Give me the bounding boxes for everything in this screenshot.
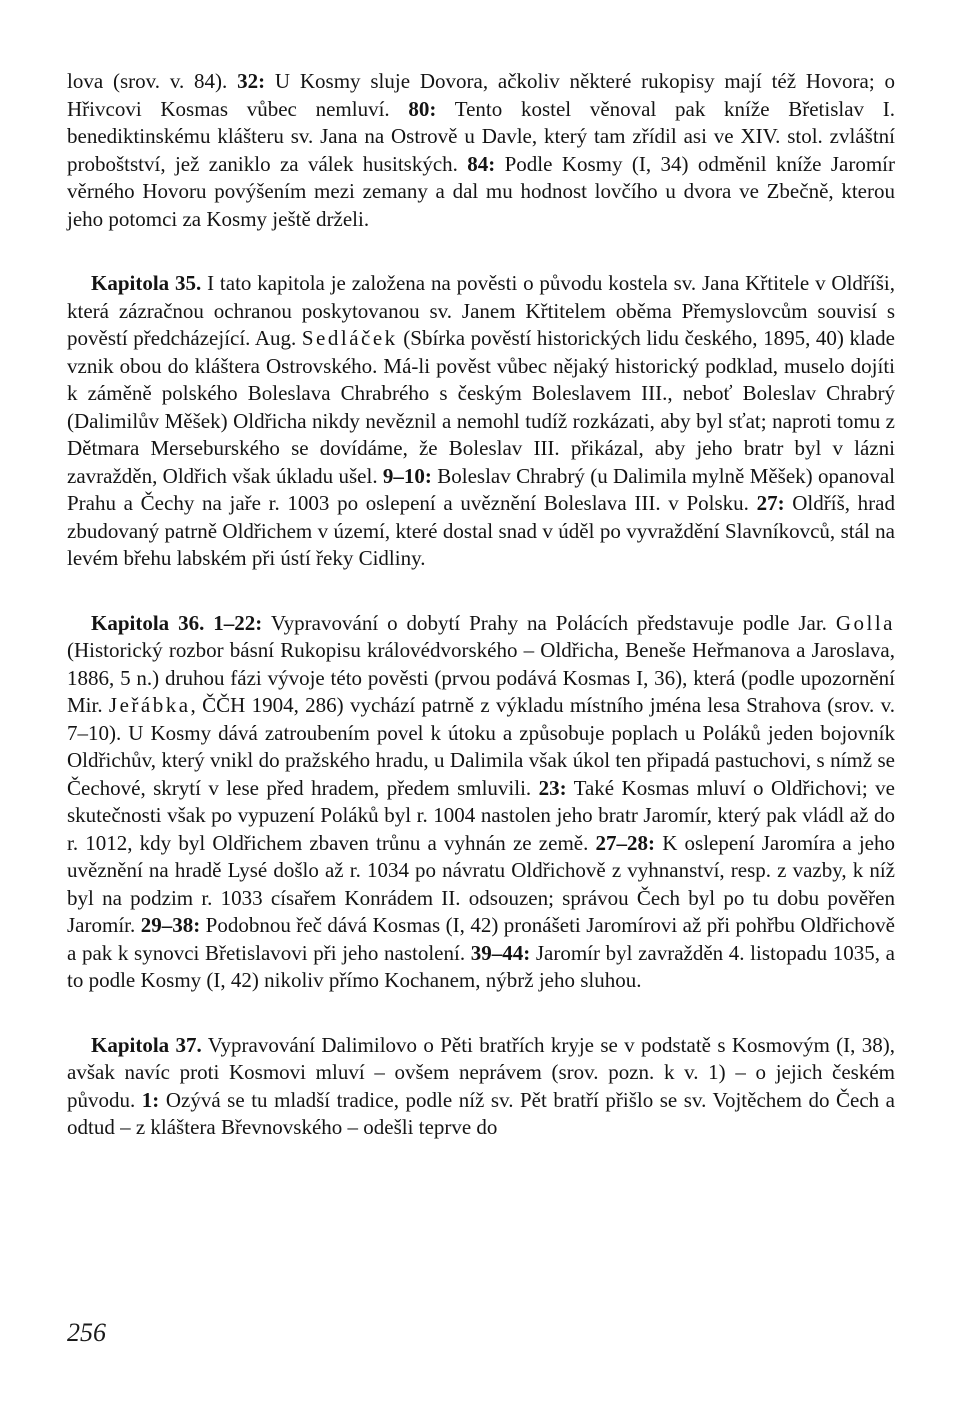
text-run: Jaromír byl zavražděn 4. listopadu 1035, a to podle Kosmy (I, 42) nikoliv přímo Kochanem, nýbrž jeho sluhou. [67, 940, 895, 992]
text-run: U Kosmy sluje Dovora, ačkoliv některé rukopisy mají též Hovora; o Hřivcovi Kosmas vůbec nemluví. [67, 69, 895, 121]
paragraph-commentary-kapitola-34 [67, 68, 895, 233]
text-run: Podle Kosmy (I, 34) odměnil kníže Jaromír věrného Hovoru povýšením mezi zemany a dal mu hodnost lovčího u dvora ve Zbečně, kterou jeho potomci za Kosmy ještě drželi. [67, 151, 895, 231]
text-run: Ozývá se tu mladší tradice, podle níž sv. Pět bratří přišlo se sv. Vojtěchem do Čech a odtud – z kláštera Břevnovského – odešli teprve do [67, 1087, 896, 1139]
verse-reference: 9–10: [382, 463, 432, 488]
verse-reference: 39–44: [470, 940, 531, 965]
text-run: Vypravování Dalimilovo o Pěti bratřích kryje se v podstatě s Kosmovým (I, 38), avšak navíc proti Kosmovi mluví – ovšem neprávem (srov. pozn. k v. 1) – o jejich českém původu. [67, 1032, 895, 1112]
verse-reference: 27: [756, 491, 785, 515]
text-run: Tento kostel věnoval pak kníže Břetislav I. benediktinskému klášteru sv. Jana na Ostrově u Davle, který tam zřídil asi ve XIV. stol. zvláštní proboštství, jež zaniklo za válek husitských. [67, 96, 896, 176]
text-run: , ČČH 1904, 286) vychází patrně z výkladu místního jména lesa Strahova (srov. v. 7–10). U Kosmy dává zatroubením povel k útoku a způsobuje poplach u Poláků jeden bojovník Oldřichův, který vnikl do pražského hradu, u Dalimila však úkol ten připadá pastuchovi, s nímž se Čechové, skrytí v lese před hradem, předem smluvili. [67, 693, 896, 800]
text-run: K oslepení Jaromíra a jeho uvěznění na hradě Lysé došlo až r. 1034 po návratu Oldřichově z vyhnanství, resp. z vazby, k níž byl na podzim r. 1033 císařem Konrádem II. odsouzen; správou Čech byl po tu dobu pověřen Jaromír. [67, 830, 896, 937]
verse-reference: 80: [408, 96, 437, 121]
text-run [204, 611, 213, 635]
text-run: (Sbírka pověstí historických lidu českého, 1895, 40) klade vznik obou do kláštera Ostrovského. Má-li pověst vůbec nějaký historický podklad, muselo dojíti k záměně polského Boleslava Chrabrého s českým Boleslavem III., neboť Boleslav Chrabrý (Dalimilův Měšek) Oldřicha nikdy nevěznil a nemohl tudíž rozkázati, aby byl sťat; naproti tomu z Dětmara Merseburského se dovídáme, že Boleslav III. přikázal, aby jeho bratr byl v lázni zavražděn, Oldřich však úkladu ušel. [67, 326, 895, 488]
verse-reference: 84: [467, 151, 496, 176]
text-run: Také Kosmas mluví o Oldřichovi; ve skutečnosti však po vypuzení Poláků byl r. 1004 nastolen jeho bratr Jaromír, který pak vládl až do r. 1012, kdy byl Oldřichem zbaven trůnu a vyhnán ze země. [67, 775, 895, 855]
paragraph-kapitola-36 [67, 610, 895, 995]
verse-reference: 23: [538, 775, 567, 800]
verse-reference: 27–28: [595, 830, 656, 855]
text-run: Oldříš, hrad zbudovaný patrně Oldřichem v území, které dostal snad v úděl po vyvraždění Slavníkovců, stál na levém břehu labském při ústí řeky Cidliny. [67, 491, 895, 570]
spaced-author-name: Golla [835, 610, 895, 635]
paragraph-kapitola-35 [67, 270, 895, 573]
text-run: Vypravování o dobytí Prahy na Polácích představuje podle Jar. [262, 610, 836, 635]
verse-reference: 1–22: [213, 610, 263, 635]
spaced-author-name: Jeřábka [108, 693, 191, 717]
chapter-heading: Kapitola 36. [91, 610, 205, 635]
chapter-heading: Kapitola 35. [91, 271, 202, 295]
text-run: (Historický rozbor básní Rukopisu královédvorského – Oldřicha, Beneše Heřmanova a Jaroslava, 1886, 5 n.) druhou fázi vývoje této pověsti (prvou podává Kosmas I, 36), která (podle upozornění Mir. [67, 638, 895, 717]
page-number: 256 [67, 1318, 106, 1347]
text-run: I tato kapitola je založena na pověsti o původu kostela sv. Jana Křtitele v Oldříši, která zázračnou ochranou poskytovanou sv. Janem Křtitelem oběma Přemyslovcům souvisí s pověstí předcházející. Aug. [67, 271, 895, 350]
verse-reference: 29–38: [140, 913, 201, 937]
chapter-heading: Kapitola 37. [91, 1032, 202, 1057]
text-run: lova (srov. v. 84). [67, 69, 238, 93]
verse-reference: 1: [141, 1087, 160, 1112]
spaced-author-name: Sedláček [301, 326, 398, 350]
paragraph-kapitola-37 [67, 1032, 895, 1142]
page-body [67, 68, 895, 1142]
verse-reference: 32: [237, 69, 266, 93]
text-run: Boleslav Chrabrý (u Dalimila mylně Měšek) opanoval Prahu a Čechy na jaře r. 1003 po oslepení a uvěznění Boleslava III. v Polsku. [67, 463, 895, 515]
text-run: Podobnou řeč dává Kosmas (I, 42) pronášeti Jaromírovi až při pohřbu Oldřichově a pak k synovci Břetislavovi při jeho nastolení. [67, 913, 895, 965]
